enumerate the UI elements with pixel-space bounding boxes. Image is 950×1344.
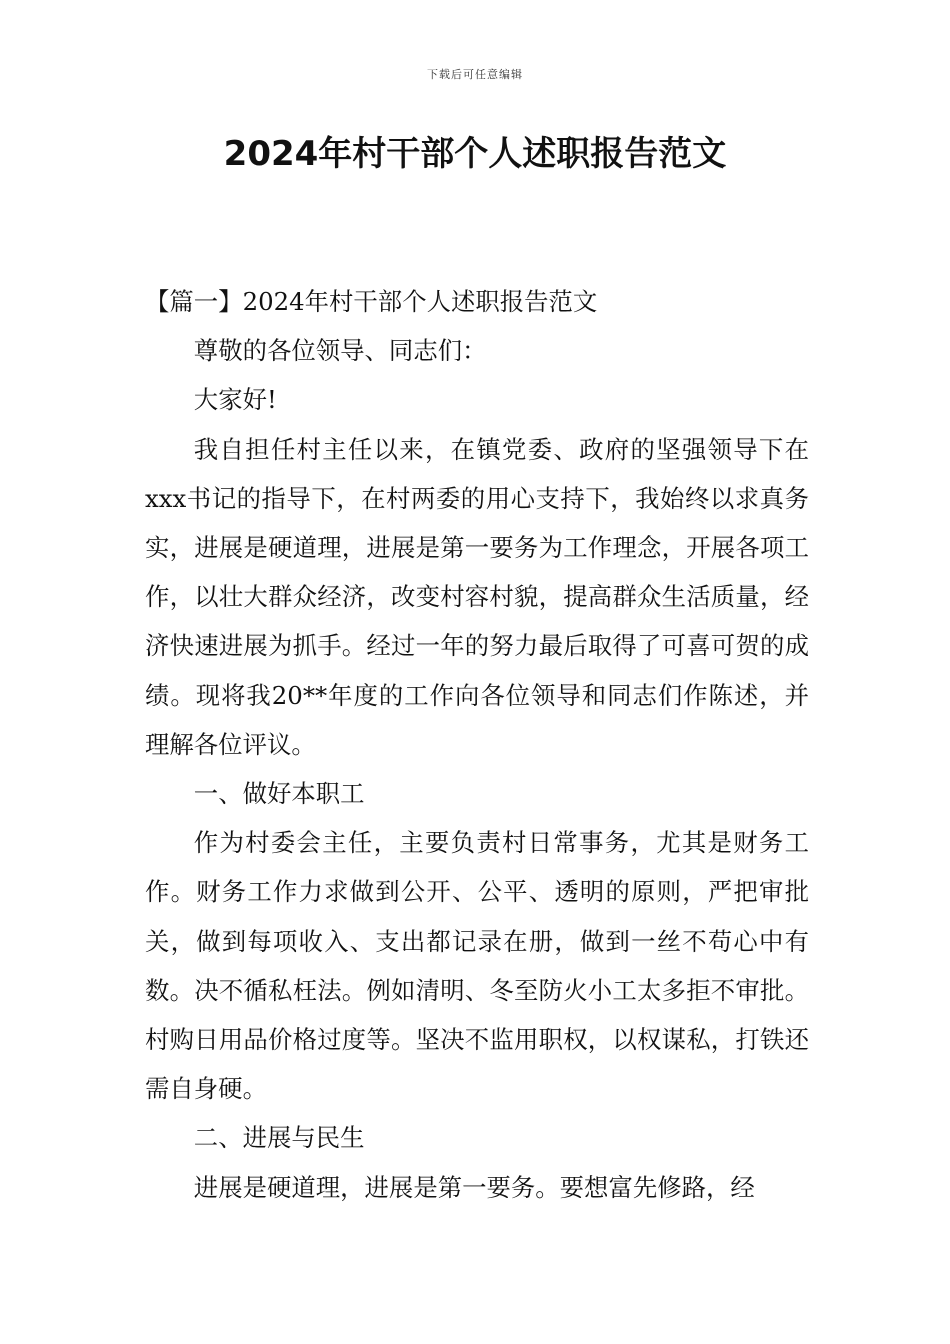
header-note: 下载后可任意编辑	[427, 68, 523, 81]
subheading-2: 二、进展与民生	[193, 1123, 365, 1153]
paragraph-finance: 作为村委会主任，主要负责村日常事务，尤其是财务工作。财务工作力求做到公开、公平、透明的原则，严把审批关，做到每项收入、支出都记录在册，做到一丝不苟心中有数。决不循私枉法。例如清明、冬至防火小工太多拒不审批。村购日用品价格过度等。坚决不监用职权，以权谋私，打铁还需自身硬。	[145, 828, 809, 1104]
salutation: 尊敬的各位领导、同志们：	[193, 336, 487, 366]
document-title: 2024年村干部个人述职报告范文	[223, 134, 727, 174]
paragraph-development: 进展是硬道理，进展是第一要务。要想富先修路，经	[193, 1172, 755, 1202]
document-body	[145, 277, 809, 1212]
paragraph-intro: 我自担任村主任以来，在镇党委、政府的坚强领导下在xxx书记的指导下，在村两委的用心支持下，我始终以求真务实，进展是硬道理，进展是第一要务为工作理念，开展各项工作，以壮大群众经济，改变村容村貌，提高群众生活质量，经济快速进展为抓手。经过一年的努力最后取得了可喜可贺的成绩。现将我20**年度的工作向各位领导和同志们作陈述，并理解各位评议。	[145, 434, 809, 759]
greeting: 大家好!	[193, 385, 277, 415]
subheading-1: 一、做好本职工	[193, 779, 365, 809]
section-heading: 【篇一】2024年村干部个人述职报告范文	[145, 287, 598, 316]
